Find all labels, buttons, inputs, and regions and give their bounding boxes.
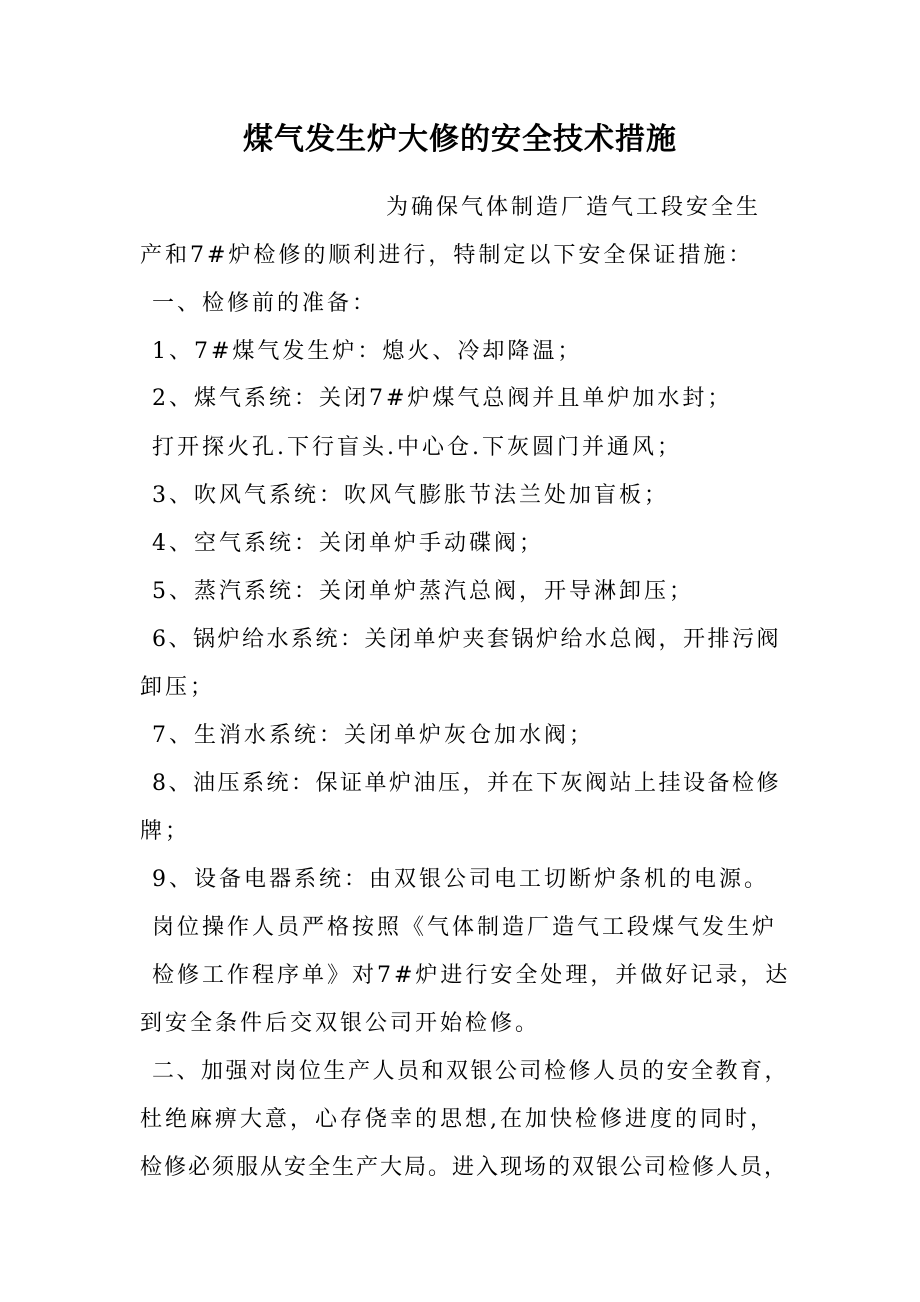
list-item: 9、设备电器系统：由双银公司电工切断炉条机的电源。 xyxy=(152,867,769,892)
list-item: 5、蒸汽系统：关闭单炉蒸汽总阀，开导淋卸压； xyxy=(152,579,694,604)
document-title: 煤气发生炉大修的安全技术措施 xyxy=(243,122,677,157)
section-heading: 一、检修前的准备： xyxy=(152,291,378,316)
paragraph-line: 卸压； xyxy=(140,675,216,700)
paragraph-line: 到安全条件后交双银公司开始检修。 xyxy=(140,1011,541,1036)
paragraph-line: 杜绝麻痹大意，心存侥幸的思想,在加快检修进度的同时， xyxy=(140,1107,775,1132)
list-item: 4、空气系统：关闭单炉手动碟阀； xyxy=(152,531,544,556)
list-item: 2、煤气系统：关闭7#炉煤气总阀并且单炉加水封； xyxy=(152,386,733,411)
paragraph-line: 牌； xyxy=(140,819,191,844)
paragraph-line: 产和7#炉检修的顺利进行，特制定以下安全保证措施： xyxy=(140,243,754,268)
list-item: 7、生消水系统：关闭单炉灰仓加水阀； xyxy=(152,723,594,748)
paragraph-line: 检修必须服从安全生产大局。进入现场的双银公司检修人员， xyxy=(140,1155,789,1180)
paragraph-line: 打开探火孔.下行盲头.中心仓.下灰圆门并通风； xyxy=(152,435,682,460)
list-item: 6、锅炉给水系统：关闭单炉夹套锅炉给水总阀，开排污阀 xyxy=(152,627,781,652)
section-heading: 二、加强对岗位生产人员和双银公司检修人员的安全教育， xyxy=(152,1059,790,1084)
paragraph-line: 岗位操作人员严格按照《气体制造厂造气工段煤气发生炉 xyxy=(152,915,778,940)
paragraph-line: 检修工作程序单》对7#炉进行安全处理，并做好记录，达 xyxy=(152,963,791,988)
list-item: 8、油压系统：保证单炉油压，并在下灰阀站上挂设备检修 xyxy=(152,771,781,796)
paragraph-line: 为确保气体制造厂造气工段安全生 xyxy=(386,195,762,220)
list-item: 3、吹风气系统：吹风气膨胀节法兰处加盲板； xyxy=(152,483,669,508)
list-item: 1、7#煤气发生炉：熄火、冷却降温； xyxy=(152,339,583,364)
